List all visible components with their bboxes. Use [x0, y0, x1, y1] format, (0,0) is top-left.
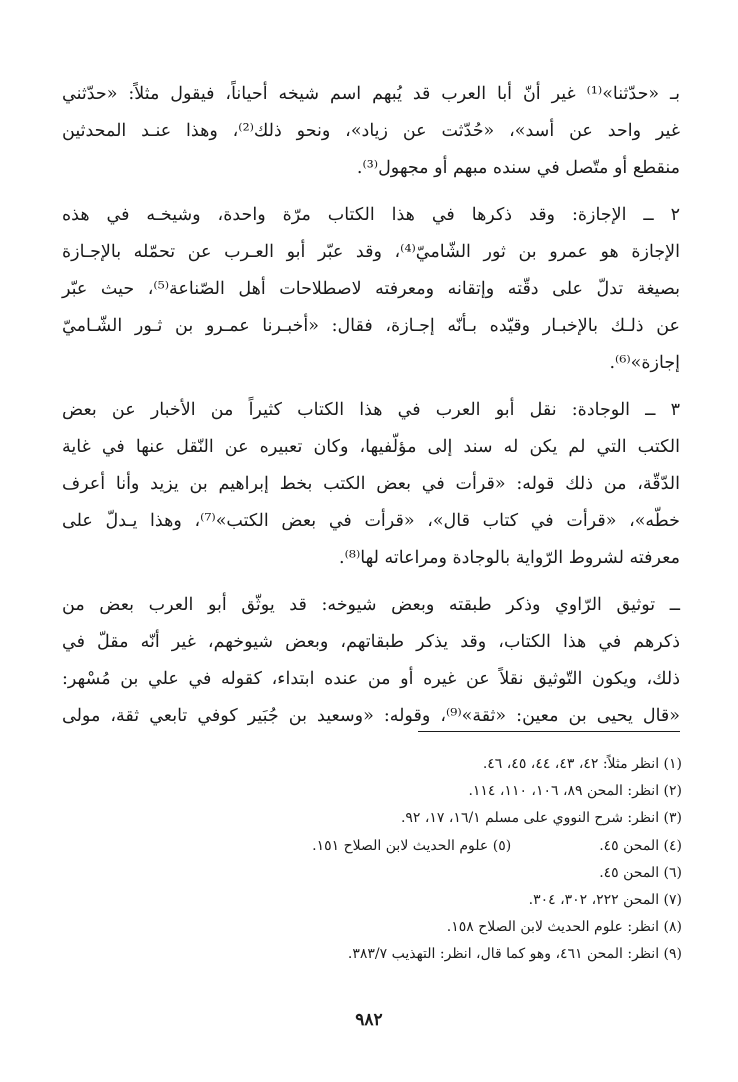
text-line: معرفته لشروط الرّواية بالوجادة ومراعاته لها⁽⁸⁾.	[339, 547, 680, 568]
text-line: الكتب التي لم يكن له سند إلى مؤلّفيها، وكان تعبيره عن النّقل عنها في غاية	[62, 437, 680, 458]
text-line: ٢ ــ الإجازة: وقد ذكرها في هذا الكتاب مرّة واحدة، وشيخـه في هذه	[62, 205, 680, 226]
text-line: الإجازة هو عمرو بن ثور الشّاميّ⁽⁴⁾، وقد عبّر أبو العـرب عن تحمّله بالإجـازة	[62, 242, 680, 263]
text-line: الدّقّة، من ذلك قوله: «قرأت في بعض الكتب بخط إبراهيم بن يزيد وأنا أعرف	[62, 473, 680, 494]
text-line: بصيغة تدلّ على دقّته وإتقانه ومعرفته لاصطلاحات أهل الصّناعة⁽⁵⁾، حيث عبّر	[62, 278, 680, 299]
text-line: غير واحد عن أسد»، «حُدّثت عن زياد»، ونحو ذلك⁽²⁾، وهذا عنـد المحدثين	[62, 120, 680, 141]
footnote-text: (٨) انظر: علوم الحديث لابن الصلاح ١٥٨.	[446, 919, 682, 936]
footnote	[62, 778, 682, 805]
text-line: خطّه»، «قرأت في كتاب قال»، «قرأت في بعض الكتب»⁽⁷⁾، وهذا يـدلّ على	[62, 510, 680, 531]
text-line: ذلك، ويكون التّوثيق نقلاً عن غيره أو من عنده ابتداء، كقوله في علي بن مُسْهر:	[62, 668, 680, 689]
footnote-separator	[418, 731, 680, 732]
footnote	[62, 941, 682, 968]
footnote-text: (٣) انظر: شرح النووي على مسلم ١٦/١، ١٧، ٩٢.	[400, 810, 682, 827]
text-line: ــ توثيق الرّاوي وذكر طبقته وبعض شيوخه: قد يوثّق أبو العرب بعض من	[62, 595, 680, 616]
text-line: إجازة»⁽⁶⁾.	[609, 352, 680, 373]
footnote	[62, 914, 682, 941]
paragraph	[62, 392, 680, 576]
text-line: عن ذلـك بالإخبـار وقيّده بـأنّه إجـازة، فقال: «أخبـرنا عمـرو بن ثـور الشّـاميّ	[62, 315, 680, 336]
text-line: ٣ ــ الوجادة: نقل أبو العرب في هذا الكتاب كثيراً من الأخبار عن بعض	[62, 400, 680, 421]
paragraph-gap	[62, 576, 680, 587]
footnote-text: (١) انظر مثلاً: ٤٢، ٤٣، ٤٤، ٤٥، ٤٦.	[482, 756, 682, 772]
text-line: «قال يحيى بن معين: «ثقة»⁽⁹⁾، وقوله: «وسعيد بن جُبَير كوفي تابعي ثقة، مولى	[62, 705, 680, 726]
footnote	[62, 860, 682, 887]
footnote	[62, 833, 682, 860]
footnote-text: (٥) علوم الحديث لابن الصلاح ١٥١.	[312, 837, 512, 854]
footnote-text: (٧) المحن ٢٢٢، ٣٠٢، ٣٠٤.	[528, 891, 682, 908]
footnote-text: (٤) المحن ٤٥.	[599, 837, 682, 854]
paragraph-gap	[62, 381, 680, 392]
footnote-text: (٩) انظر: المحن ٤٦١، وهو كما قال، انظر: التهذيب ٣٨٣/٧.	[347, 946, 682, 963]
text-line: منقطع أو متّصل في سنده مبهم أو مجهول⁽³⁾.	[356, 157, 680, 178]
footnote	[62, 751, 682, 778]
footnote	[62, 887, 682, 914]
paragraph	[62, 587, 680, 734]
footnote	[62, 805, 682, 832]
paragraph	[62, 197, 680, 381]
main-text	[62, 76, 680, 735]
text-line: بـ «حدّثنا»⁽¹⁾ غير أنّ أبا العرب قد يُبهم اسم شيخه أحياناً، فيقول مثلاً: «حدّثني	[62, 84, 680, 104]
paragraph	[62, 76, 680, 186]
footnotes	[62, 751, 682, 969]
footnote-text: (٦) المحن ٤٥.	[599, 864, 682, 881]
paragraph-gap	[62, 186, 680, 197]
footnote-text: (٢) انظر: المحن ٨٩، ١٠٦، ١١٠، ١١٤.	[468, 783, 682, 800]
page-number: ٩٨٢	[355, 1010, 383, 1030]
text-line: ذكرهم في هذا الكتاب، وقد يذكر طبقاتهم، وبعض شيوخهم، غير أنّه مقلّ في	[62, 632, 680, 653]
